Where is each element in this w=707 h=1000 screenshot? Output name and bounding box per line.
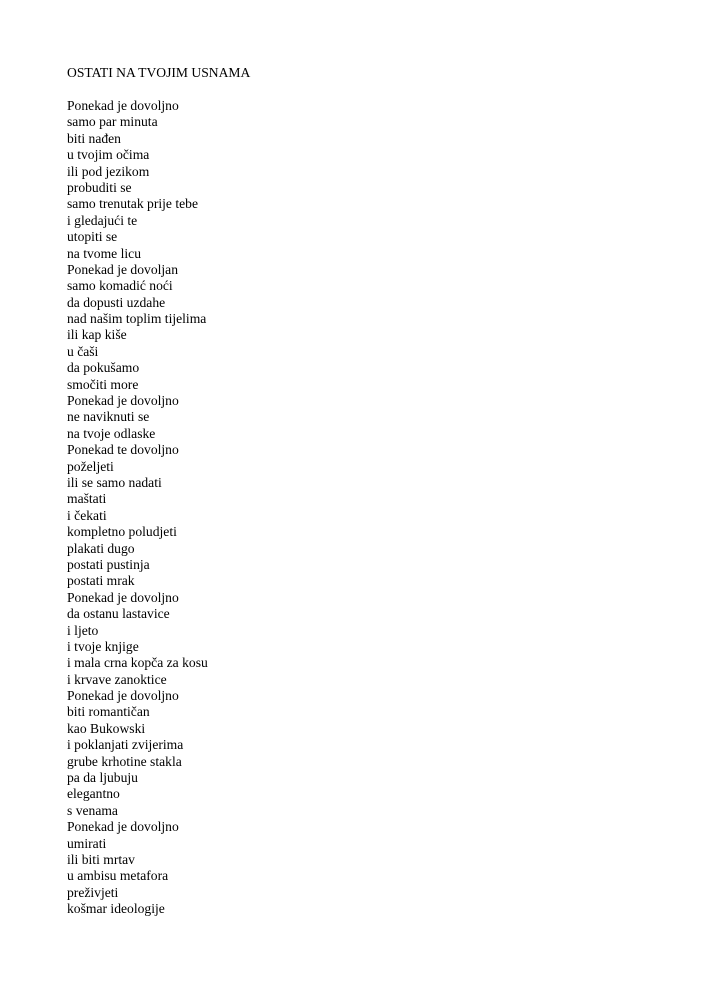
poem-line: probuditi se	[67, 179, 132, 195]
poem-line: kao Bukowski	[67, 720, 146, 736]
poem-line: samo par minuta	[67, 114, 158, 130]
poem-line: postati pustinja	[67, 556, 150, 572]
poem-line: samo komadić noći	[67, 278, 173, 294]
poem-line: Ponekad je dovoljno	[67, 393, 179, 409]
poem-line: preživjeti	[67, 884, 119, 900]
poem-line: biti nađen	[67, 130, 121, 146]
poem-line: i čekati	[67, 507, 107, 523]
poem-line: utopiti se	[67, 229, 118, 245]
poem-line: ili se samo nadati	[67, 474, 162, 490]
poem-line: u ambisu metafora	[67, 868, 169, 884]
poem-line: biti romantičan	[67, 704, 150, 720]
poem-line: Ponekad je dovoljno	[67, 688, 179, 704]
poem-line: košmar ideologije	[67, 901, 165, 917]
poem-line: i mala crna kopča za kosu	[67, 655, 208, 671]
poem-line: u tvojim očima	[67, 147, 150, 163]
poem-line: Ponekad je dovoljno	[67, 819, 179, 835]
poem-line: Ponekad je dovoljno	[67, 589, 179, 605]
poem-line: samo trenutak prije tebe	[67, 196, 198, 212]
poem-line: i krvave zanoktice	[67, 671, 167, 687]
poem-line: poželjeti	[67, 458, 114, 474]
poem-line: da dopusti uzdahe	[67, 294, 166, 310]
poem-line: Ponekad je dovoljan	[67, 261, 178, 277]
poem-body	[67, 98, 208, 918]
poem-line: i gledajući te	[67, 212, 138, 228]
poem-line: Ponekad je dovoljno	[67, 98, 179, 113]
poem-line: da ostanu lastavice	[67, 606, 170, 622]
poem-line: ili biti mrtav	[67, 851, 135, 867]
poem-line: umirati	[67, 835, 107, 851]
poem-line: i ljeto	[67, 622, 99, 638]
poem-line: ili kap kiše	[67, 327, 127, 343]
poem-line: postati mrak	[67, 573, 135, 589]
poem-line: pa da ljubuju	[67, 770, 138, 786]
poem-line: smočiti more	[67, 376, 139, 392]
poem-line: ili pod jezikom	[67, 163, 150, 179]
poem-line: nad našim toplim tijelima	[67, 311, 207, 327]
poem-line: da pokušamo	[67, 360, 140, 376]
poem-line: ne naviknuti se	[67, 409, 150, 425]
poem-title: OSTATI NA TVOJIM USNAMA	[67, 65, 251, 80]
poem-line: maštati	[67, 491, 107, 507]
poem-line: na tvome licu	[67, 245, 141, 261]
poem-line: i tvoje knjige	[67, 638, 139, 654]
poem-line: s venama	[67, 802, 118, 818]
poem-line: plakati dugo	[67, 540, 135, 556]
poem-line: i poklanjati zvijerima	[67, 737, 184, 753]
poem-line: na tvoje odlaske	[67, 425, 156, 441]
poem-line: u čaši	[67, 343, 99, 359]
poem-line: grube krhotine stakla	[67, 753, 182, 769]
poem-line: kompletno poludjeti	[67, 524, 177, 540]
poem-line: elegantno	[67, 786, 120, 802]
poem-line: Ponekad te dovoljno	[67, 442, 179, 458]
